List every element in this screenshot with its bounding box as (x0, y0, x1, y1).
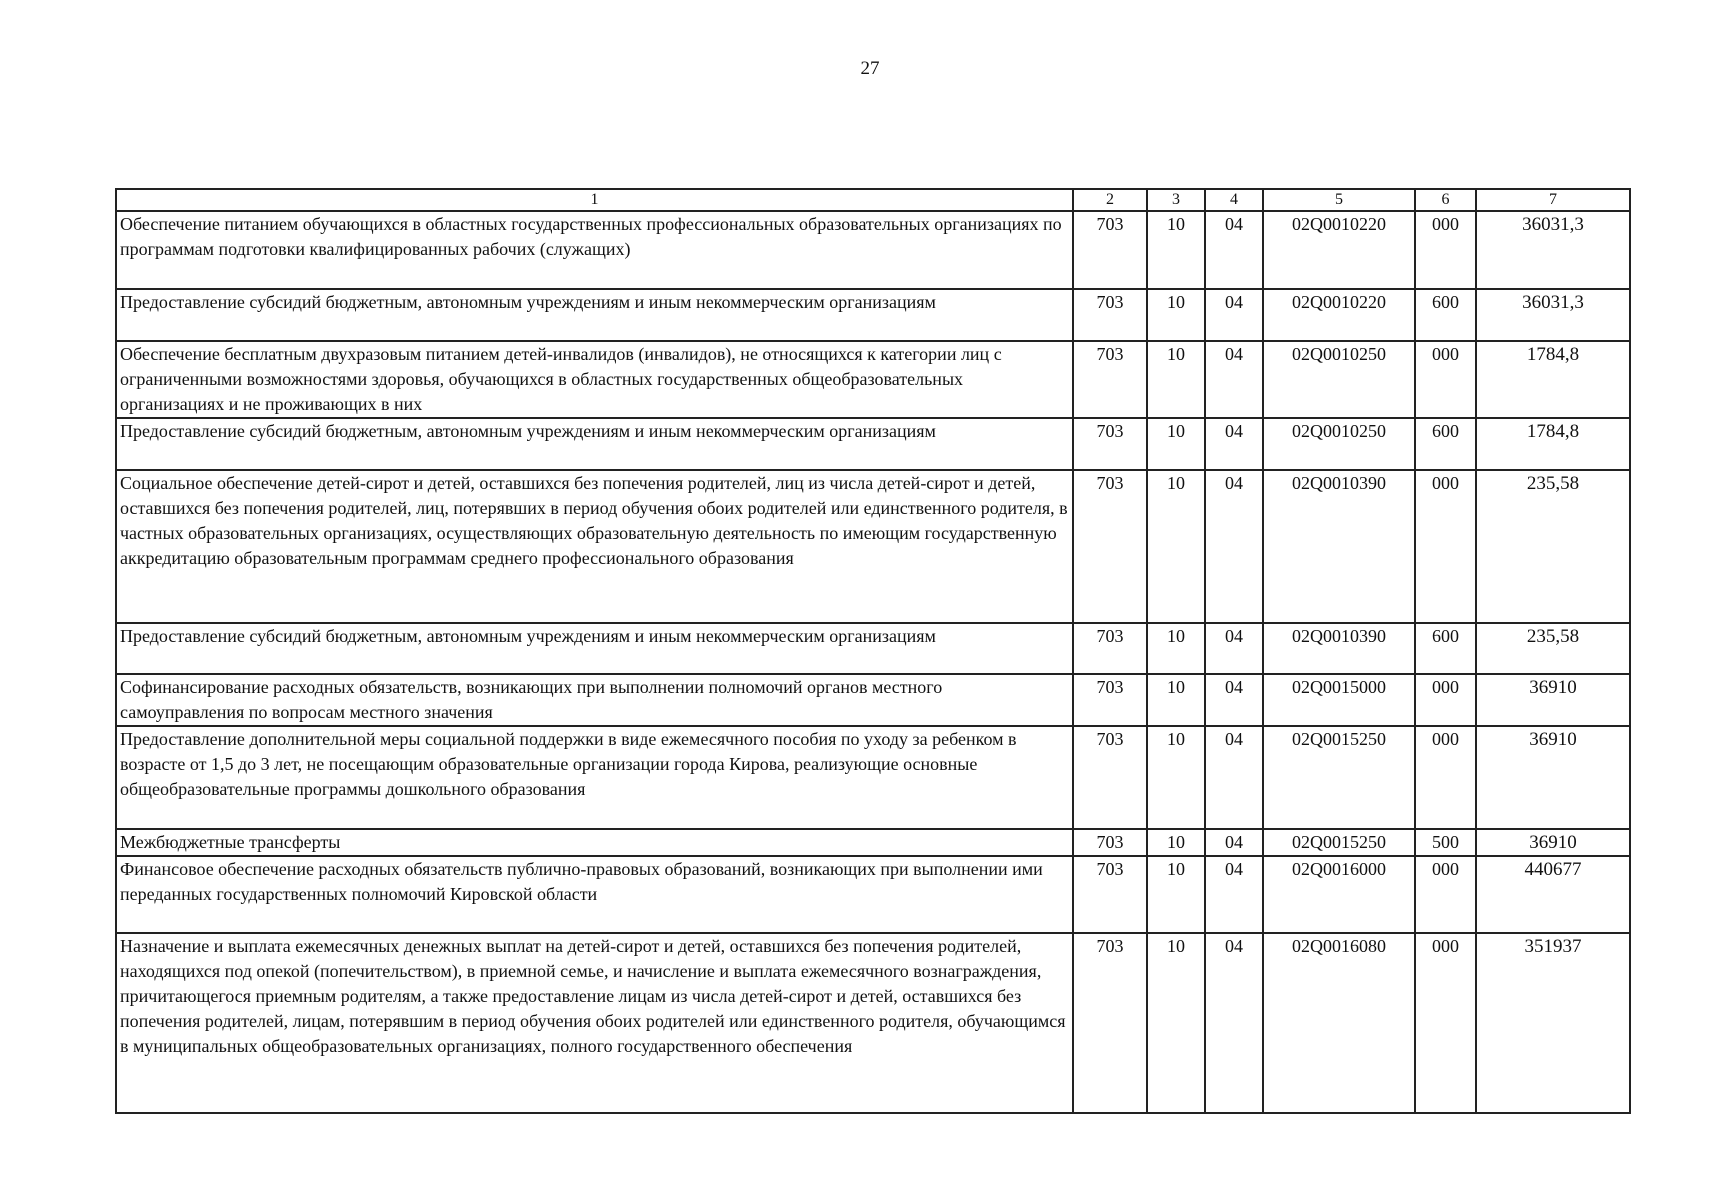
row-code-3: 10 (1147, 470, 1205, 623)
row-code-5: 02Q0010390 (1263, 623, 1415, 674)
row-description: Предоставление субсидий бюджетным, автономным учреждениям и иным некоммерческим организациям (116, 623, 1073, 674)
row-code-6: 600 (1415, 623, 1476, 674)
row-amount: 36031,3 (1476, 211, 1630, 289)
table-row (116, 289, 1630, 341)
row-code-3: 10 (1147, 623, 1205, 674)
header-row (116, 189, 1630, 211)
table-row (116, 470, 1630, 623)
table-row (116, 933, 1630, 1113)
row-description: Предоставление дополнительной меры социальной поддержки в виде ежемесячного пособия по уходу за ребенком в возрасте от 1,5 до 3 лет, не посещающим образовательные организации города Кирова, реализующие основные общеобразовательные программы дошкольного образования (116, 726, 1073, 829)
row-code-3: 10 (1147, 856, 1205, 933)
row-code-3: 10 (1147, 933, 1205, 1113)
header-cell: 3 (1147, 189, 1205, 211)
row-code-4: 04 (1205, 726, 1263, 829)
row-amount: 235,58 (1476, 623, 1630, 674)
row-code-3: 10 (1147, 211, 1205, 289)
table-row (116, 829, 1630, 856)
row-code-6: 500 (1415, 829, 1476, 856)
row-description: Назначение и выплата ежемесячных денежных выплат на детей-сирот и детей, оставшихся без попечения родителей, находящихся под опекой (попечительством), в приемной семье, и начисление и выплата ежемесячного вознаграждения, причитающегося приемным родителям, а также предоставление лицам из числа детей-сирот и детей, оставшихся без попечения родителей, лицам, потерявшим в период обучения обоих родителей или единственного родителя, обучающимся в муниципальных общеобразовательных организациях, полного государственного обеспечения (116, 933, 1073, 1113)
row-code-6: 600 (1415, 289, 1476, 341)
page-number: 27 (860, 58, 880, 79)
row-code-2: 703 (1073, 341, 1147, 418)
row-code-4: 04 (1205, 829, 1263, 856)
row-code-4: 04 (1205, 289, 1263, 341)
row-code-5: 02Q0010390 (1263, 470, 1415, 623)
row-code-4: 04 (1205, 933, 1263, 1113)
header-cell: 7 (1476, 189, 1630, 211)
row-code-5: 02Q0010250 (1263, 418, 1415, 470)
header-cell: 2 (1073, 189, 1147, 211)
row-code-2: 703 (1073, 289, 1147, 341)
row-code-6: 000 (1415, 211, 1476, 289)
row-description: Предоставление субсидий бюджетным, автономным учреждениям и иным некоммерческим организациям (116, 289, 1073, 341)
row-code-4: 04 (1205, 470, 1263, 623)
row-code-4: 04 (1205, 674, 1263, 726)
table-row (116, 211, 1630, 289)
header-cell: 4 (1205, 189, 1263, 211)
row-description: Софинансирование расходных обязательств, возникающих при выполнении полномочий органов местного самоуправления по вопросам местного значения (116, 674, 1073, 726)
row-description: Социальное обеспечение детей-сирот и детей, оставшихся без попечения родителей, лиц из числа детей-сирот и детей, оставшихся без попечения родителей, лиц, потерявших в период обучения обоих родителей или единственного родителя, в частных образовательных организациях, осуществляющих образовательную деятельность по имеющим государственную аккредитацию образовательным программам среднего профессионального образования (116, 470, 1073, 623)
table-row (116, 726, 1630, 829)
row-code-5: 02Q0016080 (1263, 933, 1415, 1113)
row-code-2: 703 (1073, 211, 1147, 289)
row-code-2: 703 (1073, 726, 1147, 829)
row-amount: 440677 (1476, 856, 1630, 933)
table-row (116, 856, 1630, 933)
row-code-6: 000 (1415, 726, 1476, 829)
row-description: Предоставление субсидий бюджетным, автономным учреждениям и иным некоммерческим организациям (116, 418, 1073, 470)
row-amount: 36910 (1476, 726, 1630, 829)
row-code-3: 10 (1147, 829, 1205, 856)
row-code-2: 703 (1073, 829, 1147, 856)
row-code-5: 02Q0015250 (1263, 726, 1415, 829)
table-row (116, 418, 1630, 470)
row-code-6: 600 (1415, 418, 1476, 470)
row-code-4: 04 (1205, 211, 1263, 289)
row-amount: 36031,3 (1476, 289, 1630, 341)
row-amount: 235,58 (1476, 470, 1630, 623)
row-code-4: 04 (1205, 418, 1263, 470)
row-code-6: 000 (1415, 470, 1476, 623)
row-code-3: 10 (1147, 674, 1205, 726)
row-code-5: 02Q0010250 (1263, 341, 1415, 418)
header-cell: 6 (1415, 189, 1476, 211)
row-amount: 1784,8 (1476, 341, 1630, 418)
header-cell: 1 (116, 189, 1073, 211)
row-code-5: 02Q0016000 (1263, 856, 1415, 933)
row-code-5: 02Q0010220 (1263, 289, 1415, 341)
row-amount: 36910 (1476, 829, 1630, 856)
row-code-4: 04 (1205, 341, 1263, 418)
row-code-2: 703 (1073, 623, 1147, 674)
row-code-5: 02Q0010220 (1263, 211, 1415, 289)
row-code-3: 10 (1147, 289, 1205, 341)
row-code-4: 04 (1205, 623, 1263, 674)
row-code-5: 02Q0015250 (1263, 829, 1415, 856)
row-code-2: 703 (1073, 674, 1147, 726)
row-amount: 1784,8 (1476, 418, 1630, 470)
row-code-6: 000 (1415, 856, 1476, 933)
row-code-6: 000 (1415, 341, 1476, 418)
row-code-5: 02Q0015000 (1263, 674, 1415, 726)
row-description: Финансовое обеспечение расходных обязательств публично-правовых образований, возникающих при выполнении ими переданных государственных полномочий Кировской области (116, 856, 1073, 933)
row-code-4: 04 (1205, 856, 1263, 933)
row-code-6: 000 (1415, 674, 1476, 726)
budget-table (115, 188, 1631, 1114)
row-code-6: 000 (1415, 933, 1476, 1113)
table-row (116, 341, 1630, 418)
header-cell: 5 (1263, 189, 1415, 211)
row-code-2: 703 (1073, 856, 1147, 933)
row-code-3: 10 (1147, 341, 1205, 418)
row-description: Обеспечение питанием обучающихся в областных государственных профессиональных образовательных организациях по программам подготовки квалифицированных рабочих (служащих) (116, 211, 1073, 289)
table-row (116, 623, 1630, 674)
row-description: Обеспечение бесплатным двухразовым питанием детей-инвалидов (инвалидов), не относящихся к категории лиц с ограниченными возможностями здоровья, обучающихся в областных государственных общеобразовательных организациях и не проживающих в них (116, 341, 1073, 418)
row-code-2: 703 (1073, 470, 1147, 623)
row-code-3: 10 (1147, 726, 1205, 829)
row-code-2: 703 (1073, 418, 1147, 470)
table-row (116, 674, 1630, 726)
row-description: Межбюджетные трансферты (116, 829, 1073, 856)
row-code-2: 703 (1073, 933, 1147, 1113)
row-amount: 36910 (1476, 674, 1630, 726)
row-amount: 351937 (1476, 933, 1630, 1113)
row-code-3: 10 (1147, 418, 1205, 470)
